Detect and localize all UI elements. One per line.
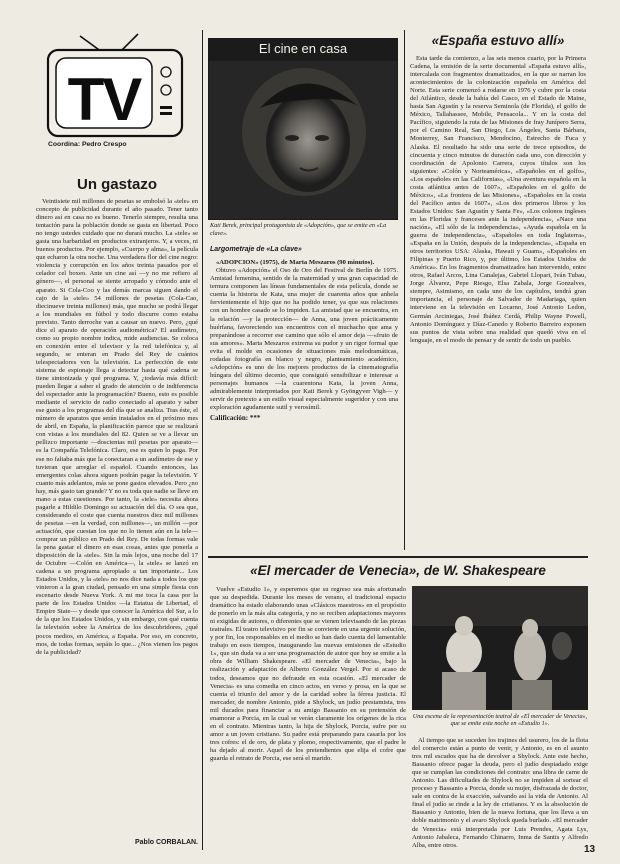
mercader-body-right: [412, 737, 588, 849]
mercader-photo-caption: Una escena de la representación teatral de «El mercader de Venecia», que se emite esta noche en «Estudio 1».: [412, 713, 588, 728]
film-still-image: [208, 60, 398, 220]
gastazo-title: Un gastazo: [76, 176, 157, 193]
cine-photo-caption: Kati Berek, principal protagonista de «Adopción», que se emite en «La clave».: [210, 222, 387, 237]
espana-article: [410, 30, 586, 550]
cine-photo: [208, 60, 398, 220]
tv-logo: TV: [67, 66, 141, 133]
gastazo-body: Veintisiete mil millones de pesetas se embolsó la «tele» en concepto de publicidad durante el año pasado. Tener tanto dinero así en casa no es bueno. Tenerlo siempre, resulta una tentación para la población donde se gasta en libertad. Poco no tengo ustedes cuidado que no durará mucho. La «tele» se gasta una barbaridad en productos extranjeros. Y, a veces, ni buenos productos. Por ejemplo, «Cuerpo y alma», la película que echaron la otra noche. Una verdadera flor del cine negro: violencia y corrupción en los años treinta pasados por el celador cel boxeo. Ante un cine así —y no me refiero al género—, el personal se siente arropado y cómodo ante el aparato. Si Cola-Coo y las demás marcas siguen dando el cajo de la «tele» 54 millones de pesetas (Cola-Cao, diecinueve treinta millones) más, que mucho se podrá llegar a los mundiales en fútbol y todo discurre como estaba previsto. Tanto derroche van a causar un nuevo. Pero, ¿qué dice el aparato de operación audiométrica? El audímetro, como su propio nombre indica, mide audiencias. Se coloca en conexión entre el televisor y la red telefónica y, al segundo, se enteran en Prado del Rey de cuántos telespectadores ven la televisión. La perfección de este sistema de espionaje llega a detectar hasta qué cadena se tiene sintonizada y qué programa. Y, ¿todavía más difícil: pueden llegar a saber el grado de atención o de indiferencia del espectador ante la programación? Bueno, esto es posible mediante el servicio de radio conectado al aparato y saber ese gusto a los programas del día que se analiza. Tras éste, el número de aparatos que serán instalados en el próximo mes de abril, en España, la planificación parece que se realizará con vistas a los mundiales del 82. Quien se ve a llevar un pellizco importante —doscientas mil pesetas por aparato— es la Compañía Telefónica. Claro, ese es quien lo paga. Por ese no faltaba más que la conectaran a un audímetro de ese y tuvieran que arreglar el español. Cuando entonces, las emergentes colas ahora siguen podrán pagar la televisión. Y cuanto más adelantos, más se pone gastos elevados. Pero ¿no hay, más gasto tan grande? Y no es toda que nadie se lleve en mano a estas cuestiones. Por tanto, la «tele» necesita ahora pagarle a Hildilo Domingo su actuación del día. O sea que, considerando el coste que cuenta nuestros diez mil millones de pesetas —en la verdad, con millones—, un millón —por actuación, que cuestan los que no lo tienen aún en la tele— comprar un público en Prado del Rey. De todas formas vale la pena gastar el dinero en esas cosas, antes que ponerla a disposición de la «tele». Sin la más lejos, una noche del 17 de Octubre —Colón en América—, la «tele» se lanzó en cadena a un programa apropiado a tan importante... Los Estados Unidos, y la «tele» no nos dice nada a todos los que vinieron a la gran ciudad, pensado en una simple fiesta con escenario desde Nueva York. A mi me toca la casa por la parte de los Estados Unidos —la Estatua de Libertad, el Empire State— y desde que conocer la América del Sur, a lo de la que los Estados Unidos, y sin embargo, con qué cuenta la televisión sobre la América de los descubridores, ¿qué pocos medios, en América, a España. Por eso, en concreto, mos, de todas formas, sepáis lo que... ¿Nos vienen los pagos de la publicidad?: [36, 198, 198, 656]
page-number: 13: [584, 844, 596, 855]
cine-film-line: «ADOPCION» (1975), de Marta Meszaros (90 minutos).: [216, 259, 375, 267]
mercader-body-left-text: Vuelve «Estudio 1», y esperemos que su regreso sea más afortunado que su despedida. Durante los meses de verano, el tradicional espacio dramático ha estado elaborando unas «Clásicos maestros» en el propósito de ponerlo en la más alta categoría, y no se reciben adaptaciones mayores ni exigidas de autores, o diferentes que se vienen televisando de las piezas teatrales. El teatro televisivo por fin se convierte en una urgente solución, y por fin, los responsables en el medio se han dado cuenta del lamentable trabajo en esos tiempos, inaugurando las nuevas emisiones de «Estudio 1», que sin duda va a ser una programación de autor que hoy se emite a la obra de William Shakespeare. «El mercader de Venecia», bajo la realización y adaptación de Alberto González Vergel. Por si acaso de todos, deseamos que no defraude en esta ocasión. «El mercader de Venecia» es una comedia en cinco actos, en verso y prosa, en la que se cuenta el triunfo del amor y de la caridad sobre la férrea justicia. El mercader, de nombre Antonio, pide a Shylock, un judío prestamista, tres mil ducados para financiar a su amigo Bassanio en su pretensión de enamorar a Porcia, en la cual se verán claramente los orígenes de la rica en el contrato. Mientras tanto, la hija de Shylock, Porcia, sufre por su amor a un joven cristiano. Su padre está preparando para casarla por los tres cofres: el de oro, de plata y plomo, respectivamente, que el padre le ha dejado al morir. Aquel de los pretendientes que elija el cofre que guarda el retrato de Porcia, ese será el marido.: [210, 586, 406, 762]
cine-section-label: Largometraje de «La clave»: [210, 246, 302, 254]
tv-coordinator: Coordina: Pedro Crespo: [48, 141, 127, 148]
mercader-title: «El mercader de Venecia», de W. Shakespeare: [250, 563, 546, 578]
gastazo-article: [36, 168, 198, 848]
espana-title: «España estuvo allí»: [431, 33, 565, 48]
mercader-photo: [412, 586, 588, 710]
column-rule-1: [202, 30, 203, 850]
column-rule-2: [404, 30, 405, 550]
cine-rating: Calificación: ***: [210, 414, 261, 423]
mercader-top-rule: [208, 556, 588, 558]
theatre-scene-image: [412, 586, 588, 710]
cine-banner-title: El cine en casa: [258, 41, 348, 56]
cine-article: [210, 222, 398, 552]
tv-header: [40, 30, 190, 152]
espana-body: Esta tarde da comienzo, a las seis menos cuarto, por la Primera Cadena, la emisión de la serie documental «España estuvo allí», intercalada con fragmentos dramatizados, en la que se narran los acontecimientos de la colonización española en América del Norte. Esta serie comenzó a rodarse en 1976 y cubre por la costa del Atlántico, desde la bahía del Casco, en el Estado de Maine, hasta San Agustín y la reserva Seminola (de Florida), el golfo de México, Tallahassee, Mobile, Pensacola... Y en la costa del Pacífico, siguiendo la ruta de las Misiones de fray Junípero Serra, por el Camino Real, San Diego, Los Ángeles, Santa Bárbara, Monterrey, San Francisco, Mendocino, Estrecho de Fuca y Alaska. El resultado ha sido una serie de trece episodios, de cincuenta y cinco minutos de duración cada uno, con dirección y coordinación de Apolonio Carrera, cuyos títulos son los siguientes: «Colón y Norteamérica», «Españoles en el golfo», «Los españoles en las Californias», «Una aventura española en la costa atlántica antes de 1607», «Españoles en el golfo de México», «La frontera de las Misiones», «Españoles en la costa del Pacífico antes de 1607», «Los dos primeros libros y los Estados Unidos: San Agustín y Santa Fe», «Los colonos ingleses en las Floridas y franceses ante la independencia», «Nace una nación», «El sólo de la independencia», «Ayuda española en la guerra de independencia», «Españoles en toda Inglaterra», «España en la Unión, después de la independencia», «España en otros territorios USA: Alaska, Hawaii y Guam», «Españoles en Filipinas y Puerto Rico, y, por último, los Estados Unidos de América». En los fragmentos dramatizados han intervenido, entre otros, Rafael Arcos, Lina Canalejas, Gabriel Llopart, Iván Tubau, Jorge Álvarez, Pepe Riesgo, Elsa Zabala, Jorge Gonzalves, siempre, Asimismo, en cada uno de los capítulos, tendrá gran importancia, el personaje de Salvador de Madariaga, quien interviene en la televisión en Locarno, José Antonio Ledon, Germán Arciniegas, José Ibáñez Cerdá, Philip Wayne Powell, Antonio Domínguez y Díaz-Canedo y Roberto Barreiro exponen sus puntos de vista sobre una realidad que quedó viva en el lenguaje, en el modo de pensar y de sentir de todo un pueblo.: [410, 55, 586, 344]
cine-body: Obtuvo «Adopción» el Oso de Oro del Festival de Berlín de 1975. Amistad femenina, sentido de la maternidad y una gran capacidad de ternura componen las líneas fundamentales de esta película, donde se cuenta la historia de Kata, una mujer de cuarenta años que anhela fervientemente el hijo que no ha podido tener, ya que sus relaciones con un hombre casado se lo impiden. La amistad que se encuentra, en la relación —y la protección— de Anna, una joven prácticamente huérfana, favoreciendo sus encuentros con el muchacho que ama y preparándose a recorrer ese camino que sólo el amor deja —«fruto de sus amores». Marta Meszaros extrema su pudor y un rigor formal que evita el molde en ocasiones de situaciones más melodramáticas, rodadas fotografía en blanco y negro, planteamiento académico, «Adopción» es uno de los mejores productos de la cinematografía húngara del último decenio, que consiguió sensibilizar e interesar a personajes humanos —la cuarentona Kata, la joven Anna, admirablemente interpretados por Kati Berek y Gyöngyver Vigh— y servir de pretexto a un estilo visual especialmente sugeridor y con una exploración agudamente sutil y verosímil.: [210, 267, 398, 412]
mercader-body-right-text: Al tiempo que se suceden los trajines del usurero, los de la flota del comercio están a punto de venir, y Antonio, es en el asunto tres mil escudos que ha de devolver a Shylock. Ante este hecho, Bassanio ofrece pagar la deuda, pero el judío despiadado exige que se cumplan las condiciones del contrato: una libra de carne de Antonio. Las dificultades de Shylock no se impiden al sortear el proceso y Bassanio a Porcia, donde su mujer, disfrazada de doctor, sale en contra de la exacción, salvando así la vida de Antonio. Al final el judío se rinde a la ley de cristianos. Y es la absolución de Bassanio y Antonio, bien de la nueva fortuna, que los lleva a un doble matrimonio y el avaro Shylock queda burlado. «El mercader de Venecia» está interpretada por Luis Prendes, Agata Lys, Antonio Jabaleca, Fernando Chinarro, Inma de Santis y Alfredo Alba, entre otros.: [412, 737, 588, 849]
gastazo-author: Pablo CORBALAN.: [131, 839, 198, 846]
cine-banner: [208, 38, 398, 60]
mercader-body-left: [210, 586, 406, 848]
